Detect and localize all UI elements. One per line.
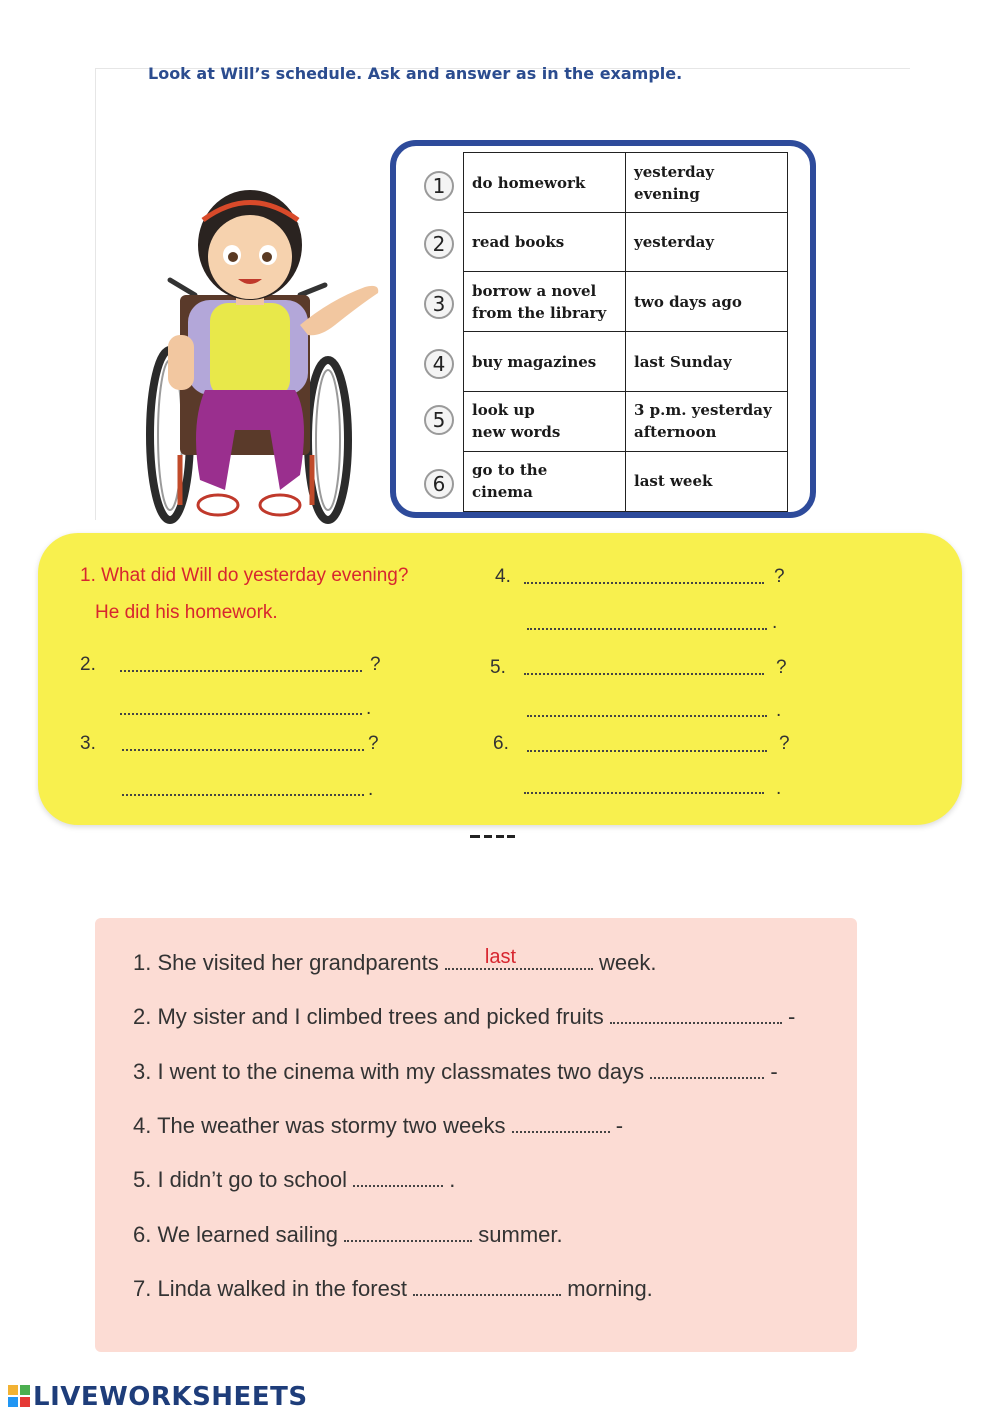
schedule-row [464, 451, 788, 511]
row-number-3: 3 [424, 289, 454, 319]
time-text: two days ago [634, 292, 742, 311]
question-mark: ? [370, 654, 381, 675]
activity-text: buy magazines [472, 352, 597, 371]
row-number-6: 6 [424, 469, 454, 499]
answer-blank-4[interactable] [512, 1115, 610, 1133]
schedule-row [464, 391, 788, 451]
time-text: last week [634, 472, 713, 491]
answer-blank-2[interactable] [120, 699, 362, 715]
question-blank-3[interactable] [122, 735, 364, 751]
question-label-2: 2. [80, 654, 96, 675]
question-label-3: 3. [80, 733, 96, 754]
sentence-1 [133, 946, 657, 976]
time-text: last Sunday [634, 352, 732, 371]
schedule-row [464, 332, 788, 391]
question-mark: ? [368, 733, 379, 754]
time-cell [626, 451, 788, 511]
sentence-2 [133, 1004, 795, 1030]
period-mark: . [772, 612, 778, 633]
example-question: 1. What did Will do yesterday evening? [80, 565, 409, 586]
row-number-4: 4 [424, 349, 454, 379]
sentence-text: - [615, 1113, 624, 1138]
activity-cell [464, 391, 626, 451]
question-blank-2[interactable] [120, 656, 362, 672]
answer-blank-5[interactable] [353, 1169, 443, 1187]
sentence-5 [133, 1167, 455, 1193]
instruction-text: Look at Will’s schedule. Ask and answer as in the example. [148, 64, 683, 83]
sentence-text: morning. [567, 1276, 653, 1301]
activity-text: borrow a novel [472, 281, 597, 300]
sentence-text: 2. My sister and I climbed trees and picked fruits [133, 1004, 604, 1029]
row-number-1: 1 [424, 171, 454, 201]
schedule-row [464, 272, 788, 332]
period-mark: . [776, 700, 782, 721]
question-mark: ? [779, 733, 790, 754]
sentence-text: summer. [478, 1222, 563, 1247]
sentence-text: 4. The weather was stormy two weeks [133, 1113, 506, 1138]
question-label-5: 5. [490, 657, 506, 678]
sentence-text: 5. I didn’t go to school [133, 1167, 348, 1192]
sentence-text: - [770, 1059, 778, 1084]
schedule-row [464, 213, 788, 272]
activity-cell [464, 213, 626, 272]
activity-text: read books [472, 233, 565, 252]
sentence-text: 6. We learned sailing [133, 1222, 339, 1247]
time-text: yesterday [634, 162, 715, 181]
activity-text: go to the [472, 461, 548, 480]
sentence-text: - [788, 1004, 796, 1029]
question-mark: ? [776, 657, 787, 678]
answer-blank-2[interactable] [610, 1006, 782, 1024]
sentence-text: . [449, 1167, 456, 1192]
time-cell [626, 391, 788, 451]
period-mark: . [366, 698, 372, 719]
time-text: 3 p.m. yesterday [634, 401, 772, 420]
answer-blank-6[interactable] [344, 1224, 472, 1242]
question-blank-4[interactable] [524, 568, 764, 584]
sentence-3 [133, 1059, 778, 1085]
sentence-7 [133, 1276, 653, 1302]
activity-cell [464, 272, 626, 332]
activity-text: from the library [472, 303, 607, 322]
left-divider [95, 68, 96, 520]
example-answer: He did his homework. [95, 602, 278, 623]
activity-text: new words [472, 423, 561, 442]
answer-blank-3[interactable] [122, 780, 364, 796]
question-label-4: 4. [495, 566, 511, 587]
schedule-table [463, 152, 788, 512]
sentence-text: 1. She visited her grandparents [133, 950, 439, 975]
sentence-6 [133, 1222, 563, 1248]
period-mark: . [776, 778, 782, 799]
answer-blank-5[interactable] [527, 701, 767, 717]
answer-blank-3[interactable] [650, 1061, 764, 1079]
answer-blank-4[interactable] [527, 614, 767, 630]
answer-blank-6[interactable] [524, 778, 764, 794]
answer-text: last [484, 946, 516, 968]
time-text: evening [634, 184, 700, 203]
answer-blank-1[interactable] [445, 946, 593, 970]
sentence-text: 7. Linda walked in the forest [133, 1276, 407, 1301]
time-text: yesterday [634, 233, 715, 252]
time-cell [626, 153, 788, 213]
logo-text: LIVEWORKSHEETS [33, 1382, 308, 1412]
question-blank-5[interactable] [524, 659, 764, 675]
girl-wheelchair-illustration [140, 175, 390, 525]
page-number-fragment [470, 834, 516, 839]
liveworksheets-logo[interactable] [8, 1382, 308, 1410]
answer-blank-7[interactable] [413, 1278, 561, 1296]
question-label-6: 6. [493, 733, 509, 754]
activity-cell [464, 451, 626, 511]
liveworksheets-logo-icon [8, 1385, 30, 1407]
time-text: afternoon [634, 423, 717, 442]
row-number-5: 5 [424, 405, 454, 435]
activity-cell [464, 153, 626, 213]
question-blank-6[interactable] [527, 736, 767, 752]
activity-cell [464, 332, 626, 391]
question-mark: ? [774, 566, 785, 587]
period-mark: . [368, 779, 374, 800]
activity-text: look up [472, 401, 535, 420]
schedule-row [464, 153, 788, 213]
activity-text: cinema [472, 483, 533, 502]
sentence-text: week. [599, 950, 657, 975]
row-number-2: 2 [424, 229, 454, 259]
sentence-4 [133, 1113, 623, 1139]
activity-text: do homework [472, 173, 586, 192]
time-cell [626, 213, 788, 272]
sentence-text: 3. I went to the cinema with my classmates two days [133, 1059, 645, 1084]
time-cell [626, 272, 788, 332]
time-cell [626, 332, 788, 391]
